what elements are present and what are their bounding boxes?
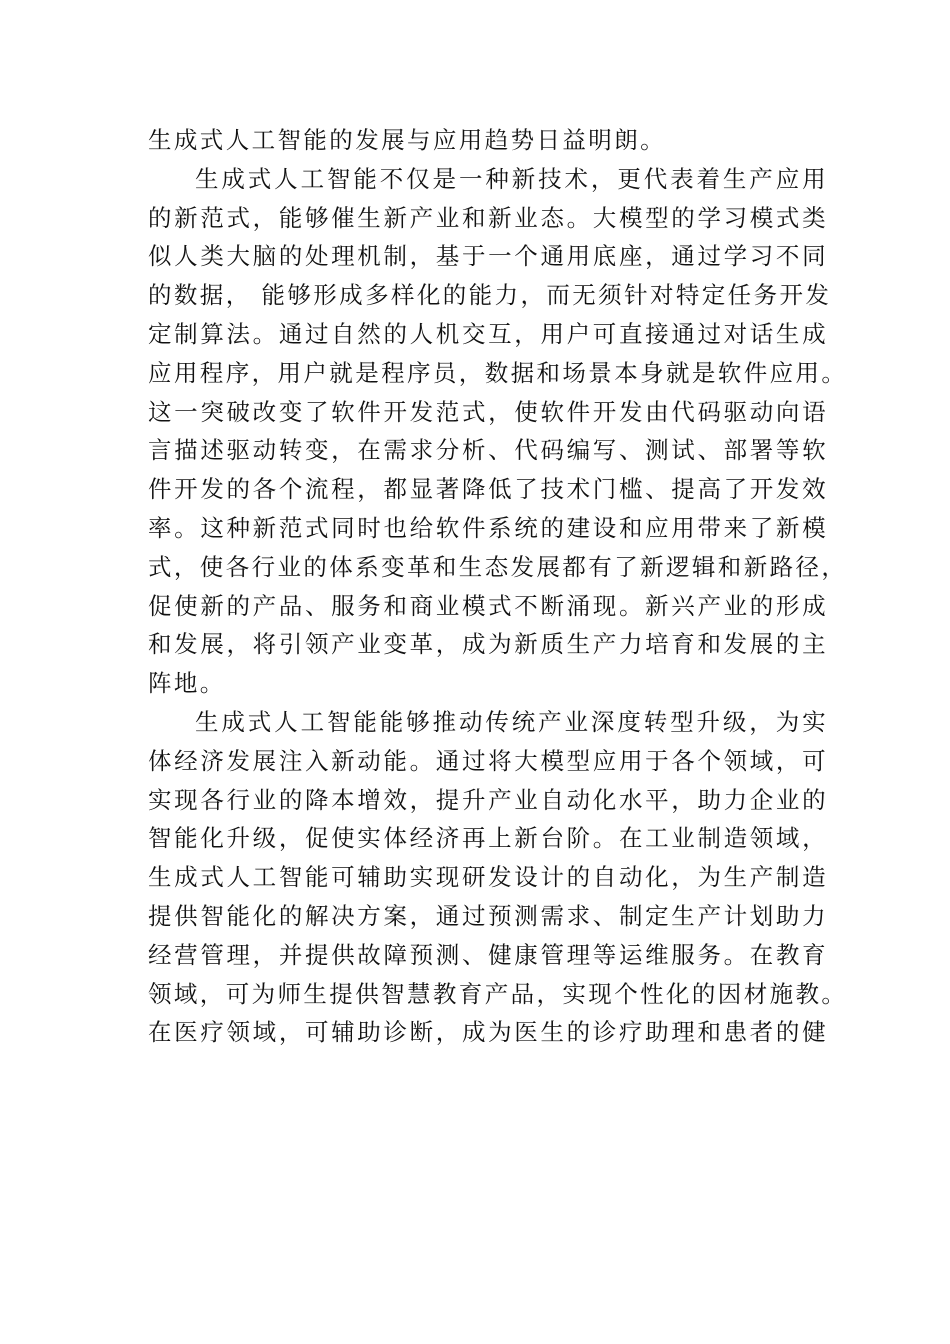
text-line: 生成式人工智能不仅是一种新技术，更代表着生产应用: [195, 164, 828, 193]
text-line: 生成式人工智能可辅助实现研发设计的自动化，为生产制造: [148, 863, 828, 892]
text-line: 和发展，将引领产业变革，成为新质生产力培育和发展的主: [148, 630, 828, 659]
text-line: 率。这种新范式同时也给软件系统的建设和应用带来了新模: [148, 513, 828, 542]
text-line: 智能化升级，促使实体经济再上新台阶。在工业制造领域，: [148, 824, 828, 853]
paragraph-1: [148, 121, 828, 160]
document-body: [148, 121, 848, 1052]
text-line: 似人类大脑的处理机制，基于一个通用底座，通过学习不同: [148, 242, 828, 271]
text-line: 领域，可为师生提供智慧教育产品，实现个性化的因材施教。: [148, 979, 848, 1008]
text-line: 言描述驱动转变，在需求分析、代码编写、测试、部署等软: [148, 436, 828, 465]
text-line: 的数据， 能够形成多样化的能力，而无须针对特定任务开发: [148, 281, 832, 310]
text-line: 生成式人工智能的发展与应用趋势日益明朗。: [148, 126, 666, 154]
paragraph-3: [148, 703, 848, 1052]
text-line: 生成式人工智能能够推动传统产业深度转型升级，为实: [195, 707, 828, 736]
text-line: 这一突破改变了软件开发范式，使软件开发由代码驱动向语: [148, 397, 828, 426]
text-line: 实现各行业的降本增效，提升产业自动化水平，助力企业的: [148, 785, 828, 814]
text-line: 应用程序，用户就是程序员，数据和场景本身就是软件应用。: [148, 358, 848, 387]
text-line: 的新范式，能够催生新产业和新业态。大模型的学习模式类: [148, 203, 828, 232]
text-line: 式，使各行业的体系变革和生态发展都有了新逻辑和新路径，: [148, 552, 848, 581]
text-line: 件开发的各个流程，都显著降低了技术门槛、提高了开发效: [148, 475, 828, 504]
text-line: 阵地。: [148, 669, 226, 698]
text-line: 经营管理，并提供故障预测、健康管理等运维服务。在教育: [148, 940, 828, 969]
text-line: 提供智能化的解决方案，通过预测需求、制定生产计划助力: [148, 901, 828, 930]
text-line: 体经济发展注入新动能。通过将大模型应用于各个领域，可: [148, 746, 828, 775]
paragraph-2: [148, 160, 848, 703]
text-line: 定制算法。通过自然的人机交互，用户可直接通过对话生成: [148, 319, 828, 348]
text-line: 在医疗领域，可辅助诊断，成为医生的诊疗助理和患者的健: [148, 1018, 828, 1047]
text-line: 促使新的产品、服务和商业模式不断涌现。新兴产业的形成: [148, 591, 828, 620]
